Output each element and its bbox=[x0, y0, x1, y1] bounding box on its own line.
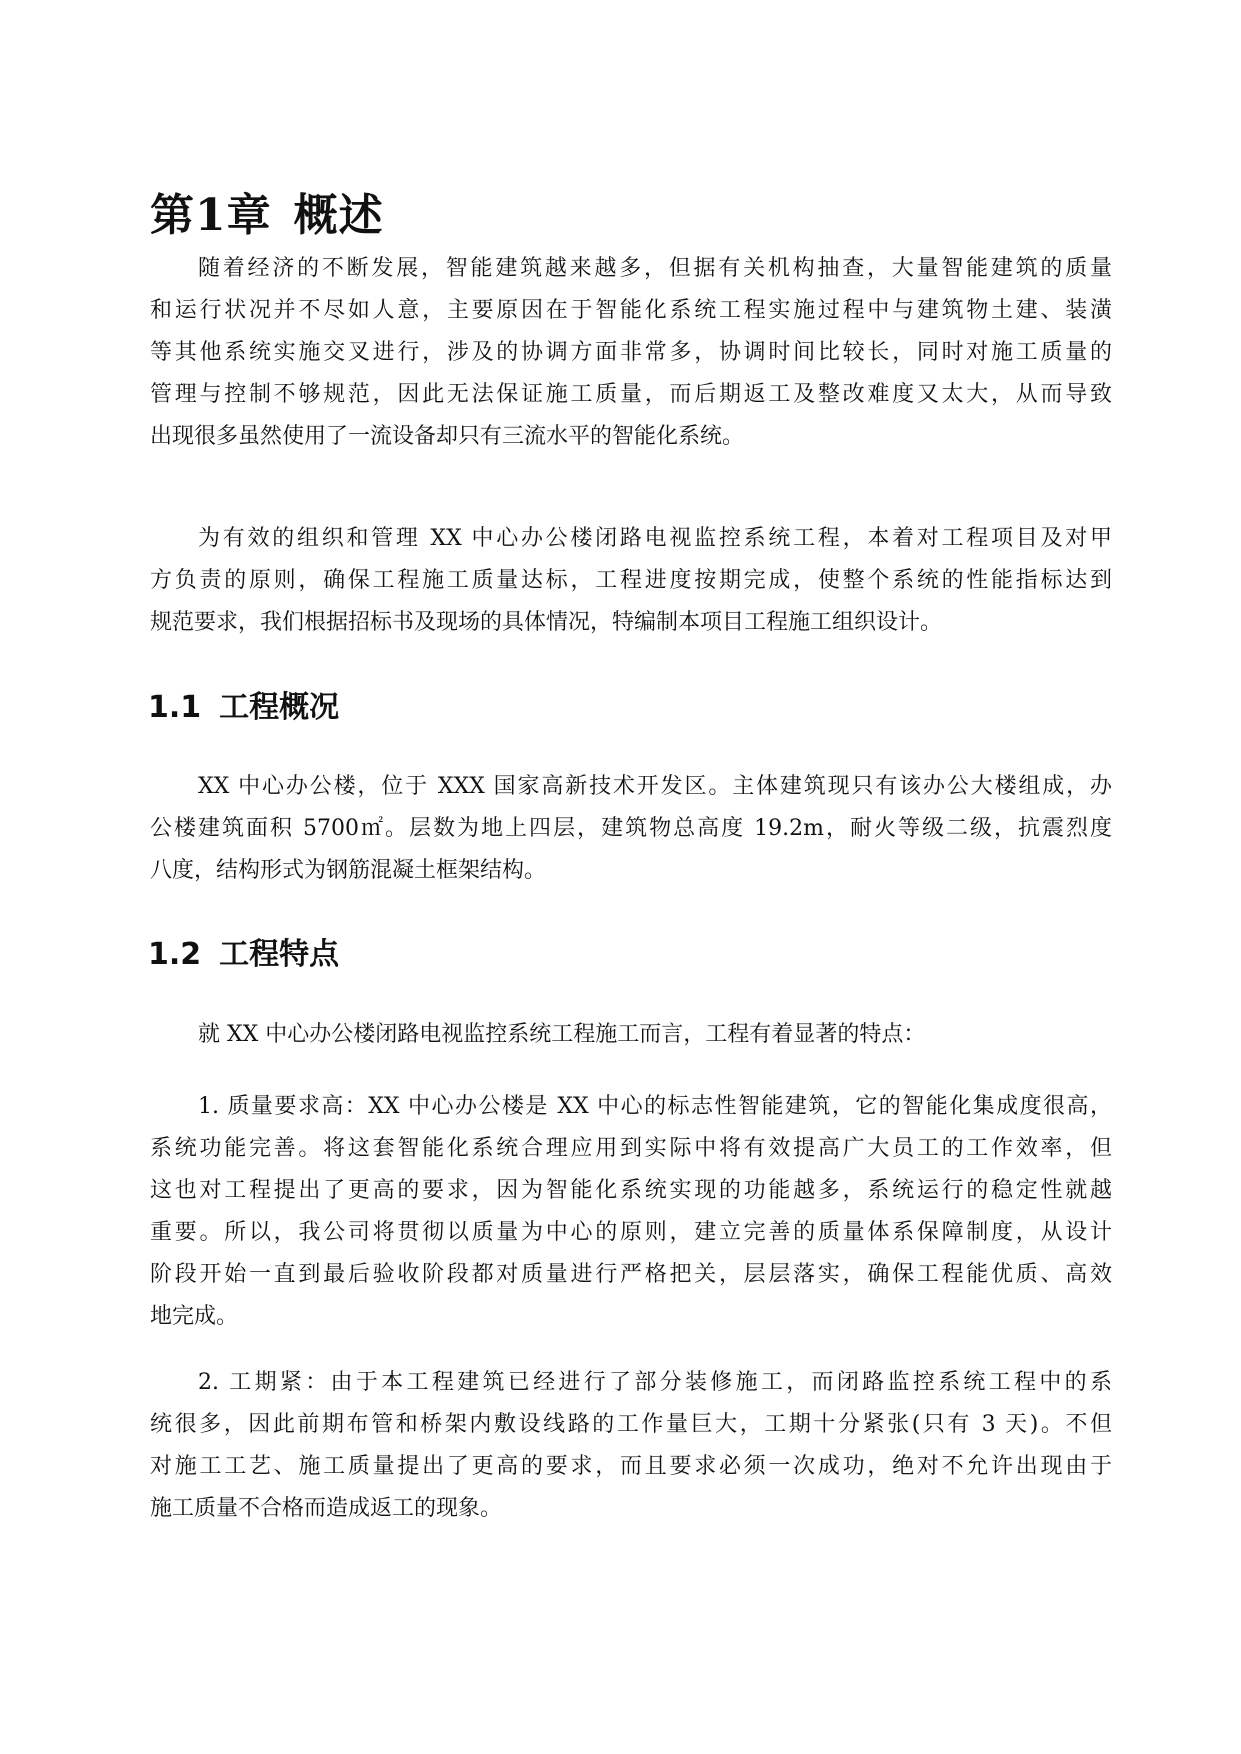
feature-point-2 bbox=[150, 1362, 1112, 1530]
paragraph-line: 随着经济的不断发展，智能建筑越来越多，但据有关机构抽查，大量智能建筑的质量 bbox=[198, 256, 1112, 281]
section-title: 工程特点 bbox=[219, 937, 340, 972]
paragraph-line: 施工质量不合格而造成返工的现象。 bbox=[150, 1496, 503, 1521]
section-number: 1.2 bbox=[148, 937, 202, 972]
paragraph-line: 系统功能完善。将这套智能化系统合理应用到实际中将有效提高广大员工的工作效率，但 bbox=[150, 1136, 1112, 1161]
paragraph-line: 就 XX 中心办公楼闭路电视监控系统工程施工而言，工程有着显著的特点： bbox=[198, 1022, 926, 1047]
paragraph-line: 公楼建筑面积 5700㎡。层数为地上四层，建筑物总高度 19.2m，耐火等级二级，抗震烈度 bbox=[150, 816, 1112, 841]
section-1-1-paragraph bbox=[150, 766, 1112, 892]
section-heading-1-1 bbox=[148, 688, 339, 728]
paragraph-line: 1. 质量要求高：XX 中心办公楼是 XX 中心的标志性智能建筑，它的智能化集成度很高， bbox=[198, 1094, 1112, 1119]
intro-paragraph-1 bbox=[150, 248, 1112, 458]
chapter-number: 第1章 bbox=[150, 190, 272, 241]
paragraph-line: 方负责的原则，确保工程施工质量达标，工程进度按期完成，使整个系统的性能指标达到 bbox=[150, 568, 1112, 593]
paragraph-line: 出现很多虽然使用了一流设备却只有三流水平的智能化系统。 bbox=[150, 424, 745, 449]
section-1-2-intro bbox=[150, 1014, 1112, 1056]
chapter-title bbox=[150, 188, 384, 244]
paragraph-line: 阶段开始一直到最后验收阶段都对质量进行严格把关，层层落实，确保工程能优质、高效 bbox=[150, 1262, 1112, 1287]
paragraph-line: 重要。所以，我公司将贯彻以质量为中心的原则，建立完善的质量体系保障制度，从设计 bbox=[150, 1220, 1112, 1245]
paragraph-line: XX 中心办公楼，位于 XXX 国家高新技术开发区。主体建筑现只有该办公大楼组成，办 bbox=[198, 774, 1112, 799]
paragraph-line: 八度，结构形式为钢筋混凝土框架结构。 bbox=[150, 858, 547, 883]
feature-point-1 bbox=[150, 1086, 1112, 1338]
paragraph-line: 对施工工艺、施工质量提出了更高的要求，而且要求必须一次成功，绝对不允许出现由于 bbox=[150, 1454, 1112, 1479]
section-number: 1.1 bbox=[148, 690, 202, 725]
paragraph-line: 和运行状况并不尽如人意，主要原因在于智能化系统工程实施过程中与建筑物土建、装潢 bbox=[150, 298, 1112, 323]
section-heading-1-2 bbox=[148, 935, 339, 975]
paragraph-line: 规范要求，我们根据招标书及现场的具体情况，特编制本项目工程施工组织设计。 bbox=[150, 610, 943, 635]
paragraph-line: 这也对工程提出了更高的要求，因为智能化系统实现的功能越多，系统运行的稳定性就越 bbox=[150, 1178, 1112, 1203]
paragraph-line: 管理与控制不够规范，因此无法保证施工质量，而后期返工及整改难度又太大，从而导致 bbox=[150, 382, 1112, 407]
paragraph-line: 等其他系统实施交叉进行，涉及的协调方面非常多，协调时间比较长，同时对施工质量的 bbox=[150, 340, 1112, 365]
intro-paragraph-2 bbox=[150, 518, 1112, 644]
paragraph-line: 统很多，因此前期布管和桥架内敷设线路的工作量巨大，工期十分紧张(只有 3 天)。不但 bbox=[150, 1412, 1112, 1437]
paragraph-line: 地完成。 bbox=[150, 1304, 239, 1329]
chapter-name: 概述 bbox=[293, 190, 384, 241]
paragraph-line: 为有效的组织和管理 XX 中心办公楼闭路电视监控系统工程，本着对工程项目及对甲 bbox=[198, 526, 1112, 551]
paragraph-line: 2. 工期紧：由于本工程建筑已经进行了部分装修施工，而闭路监控系统工程中的系 bbox=[198, 1370, 1112, 1395]
section-title: 工程概况 bbox=[219, 690, 340, 725]
